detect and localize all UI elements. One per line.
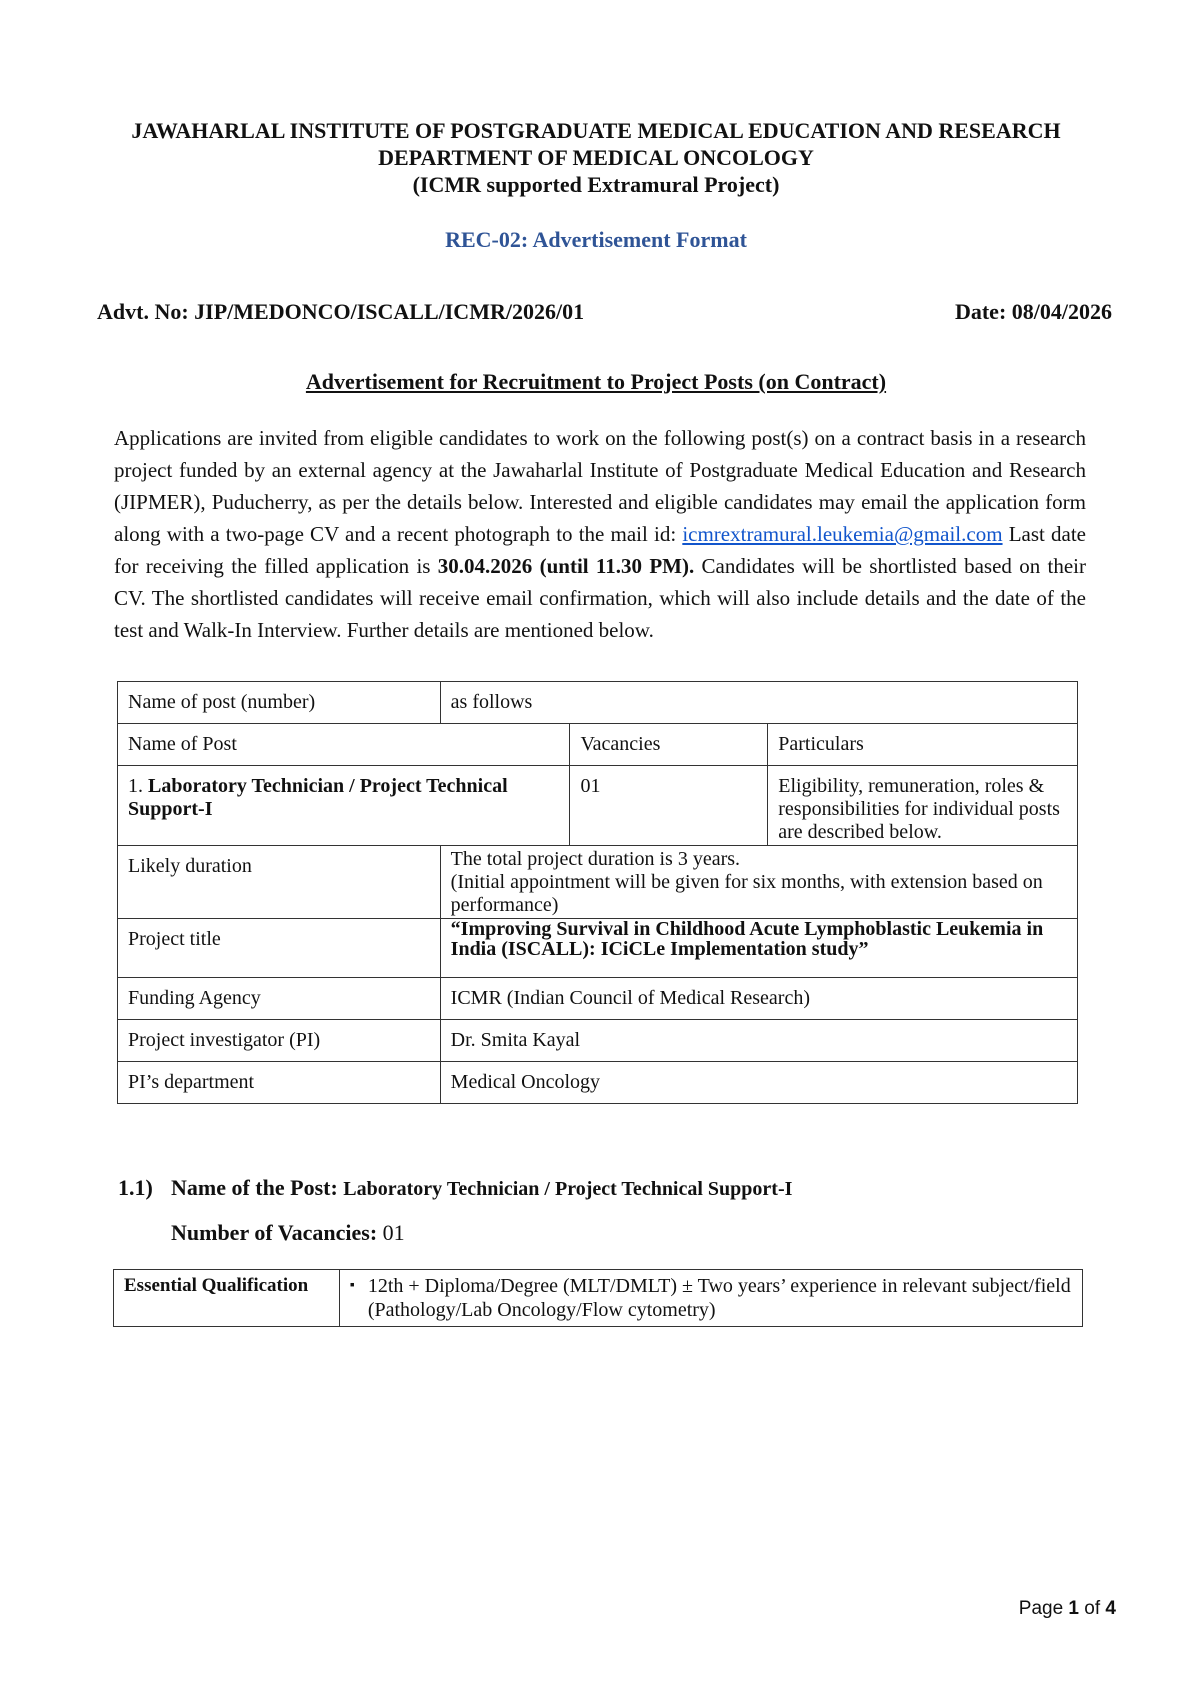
rec-format-title: REC-02: Advertisement Format: [445, 227, 747, 252]
post-details-table: [117, 681, 1078, 1104]
post-name-value: Laboratory Technician / Project Technical Support-I: [343, 1178, 793, 1200]
vacancies-value: 01: [382, 1220, 405, 1245]
department-name: DEPARTMENT OF MEDICAL ONCOLOGY: [378, 145, 814, 170]
section-number: 1.1): [118, 1175, 153, 1200]
qualification-list-item: [350, 1274, 1072, 1322]
post-name: Laboratory Technician / Project Technical Support-I: [128, 775, 508, 820]
name-of-post-label: Name of post (number): [118, 682, 441, 724]
post-number: 1.: [128, 775, 143, 797]
funding-label: Funding Agency: [118, 978, 441, 1020]
table-row: [118, 682, 1078, 724]
duration-line2: (Initial appointment will be given for six months, with extension based on performance): [450, 871, 1043, 916]
page-word: Page: [1018, 1598, 1064, 1619]
vacancies-line: [171, 1220, 405, 1246]
of-word: of: [1084, 1598, 1101, 1619]
post-particulars: Eligibility, remuneration, roles & responsibilities for individual posts are described below.: [768, 766, 1078, 846]
qualification-table: [113, 1269, 1083, 1327]
post-vacancies: 01: [570, 766, 768, 846]
post-name-line: [171, 1175, 792, 1201]
post-name-cell: [118, 766, 570, 846]
col-header-post: Name of Post: [118, 724, 570, 766]
name-of-post-value: as follows: [440, 682, 1077, 724]
col-header-vacancies: Vacancies: [570, 724, 768, 766]
advt-date: Date: 08/04/2026: [954, 299, 1112, 324]
col-header-particulars: Particulars: [768, 724, 1078, 766]
intro-text-part1: Applications are invited from eligible candidates to work on the following post(s) on a contract basis in a research project funded by an external agency at the Jawaharlal Institute of Postgraduate Medical Education and Research (JIPMER), Puducherry, as per the details below. Interested and eligible candidates may email the application form along with a two-page CV and a recent photograph to the mail id:: [114, 426, 1086, 546]
pi-department-value: Medical Oncology: [440, 1062, 1077, 1104]
deadline-text: 30.04.2026 (until 11.30 PM).: [437, 554, 695, 578]
institute-name: JAWAHARLAL INSTITUTE OF POSTGRADUATE MEDICAL EDUCATION AND RESEARCH: [131, 118, 1061, 143]
intro-text-part2: Last date for receiving the filled application is: [114, 522, 1086, 578]
post-name-label: Name of the Post:: [171, 1175, 338, 1200]
table-row: [114, 1270, 1083, 1327]
intro-text-part3: Candidates will be shortlisted based on their CV. The shortlisted candidates will receive email confirmation, which will also include details and the date of the test and Walk-In Interview. Further details are mentioned below.: [114, 554, 1087, 642]
vacancies-label: Number of Vacancies:: [171, 1220, 378, 1245]
project-title-value: “Improving Survival in Childhood Acute Lymphoblastic Leukemia in India (ISCALL): ICiCLe Implementation study”: [440, 919, 1077, 978]
advertisement-title: Advertisement for Recruitment to Project Posts (on Contract): [305, 369, 887, 394]
qualification-value: [339, 1270, 1082, 1327]
table-row: [118, 919, 1078, 978]
table-row: [118, 1020, 1078, 1062]
page-current: 1: [1068, 1598, 1079, 1619]
advt-number: Advt. No: JIP/MEDONCO/ISCALL/ICMR/2026/01: [97, 299, 585, 324]
table-row: [118, 766, 1078, 846]
project-title-label: Project title: [118, 919, 441, 978]
pi-department-label: PI’s department: [118, 1062, 441, 1104]
pi-label: Project investigator (PI): [118, 1020, 441, 1062]
project-support-line: (ICMR supported Extramural Project): [412, 172, 780, 197]
duration-value: [440, 846, 1077, 919]
table-row: [118, 846, 1078, 919]
table-row: [118, 724, 1078, 766]
table-row: [118, 1062, 1078, 1104]
duration-label: Likely duration: [118, 846, 441, 919]
page-total: 4: [1105, 1598, 1116, 1619]
qualification-text: 12th + Diploma/Degree (MLT/DMLT) ± Two years’ experience in relevant subject/field (Pathology/Lab Oncology/Flow cytometry): [367, 1275, 1071, 1321]
qualification-label: Essential Qualification: [114, 1270, 340, 1327]
email-link[interactable]: icmrextramural.leukemia@gmail.com: [682, 522, 1003, 546]
funding-value: ICMR (Indian Council of Medical Research): [440, 978, 1077, 1020]
bullet-icon: ▪: [349, 1278, 355, 1293]
pi-value: Dr. Smita Kayal: [440, 1020, 1077, 1062]
table-row: [118, 978, 1078, 1020]
duration-line1: The total project duration is 3 years.: [450, 848, 741, 870]
intro-paragraph: [114, 422, 1086, 646]
page-number: [1019, 1598, 1116, 1620]
